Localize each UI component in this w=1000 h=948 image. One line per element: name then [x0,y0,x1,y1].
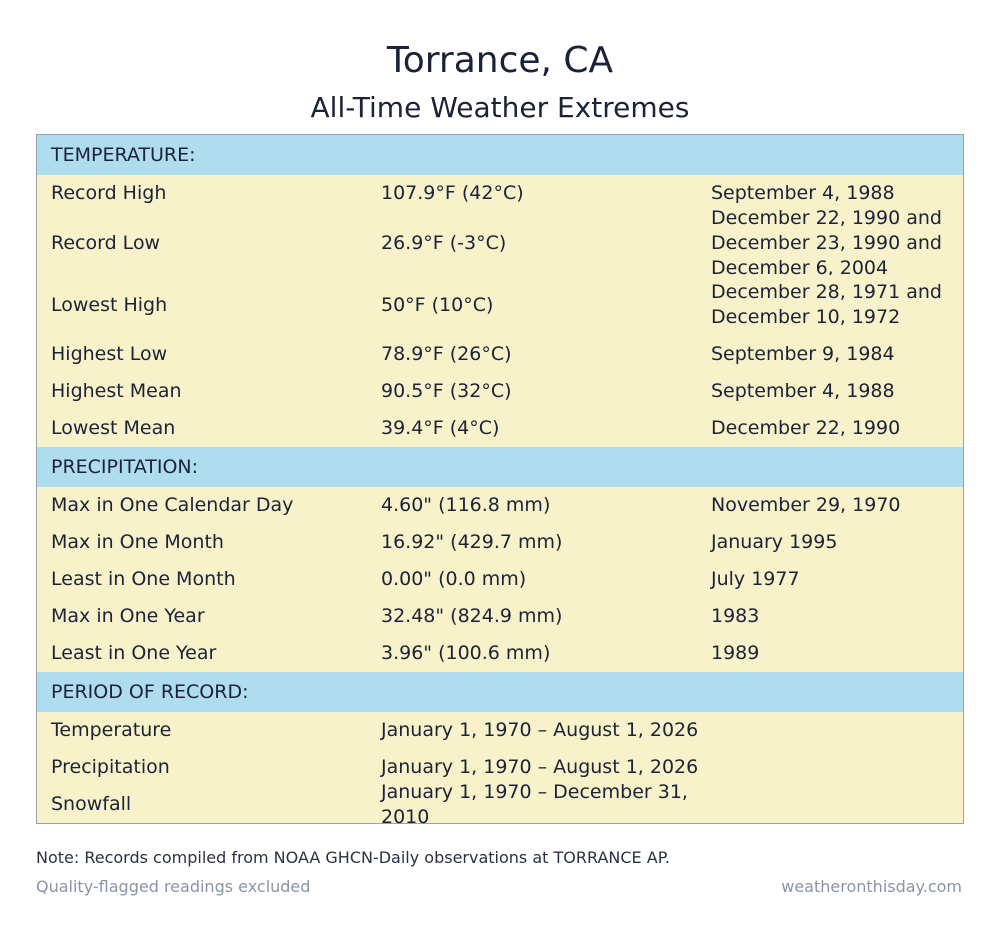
row-label: Least in One Month [51,568,236,590]
footer-disclaimer: Quality-flagged readings excluded [36,877,311,896]
row-date: January 1995 [711,531,838,553]
row-value: 4.60" (116.8 mm) [381,494,551,516]
row-value: 16.92" (429.7 mm) [381,531,563,553]
row-value: 107.9°F (42°C) [381,182,524,204]
row-date-line: December 28, 1971 and [711,281,942,303]
row-label: Record High [51,182,167,204]
page-title: Torrance, CA [386,40,614,81]
row-date: July 1977 [711,568,800,590]
row-value-line: January 1, 1970 – December 31, [381,781,688,803]
row-label: Temperature [51,719,172,741]
row-label: Highest Low [51,343,168,365]
row-label: Precipitation [51,756,170,778]
row-value: 39.4°F (4°C) [381,417,500,439]
row-date-line: December 22, 1990 and [711,207,942,229]
section-header-temperature: TEMPERATURE: [37,135,963,175]
section-header-precipitation: PRECIPITATION: [37,447,963,487]
row-value-line: 2010 [381,806,430,828]
row-value: January 1, 1970 – August 1, 2026 [381,719,699,741]
row-date-line: December 23, 1990 and [711,232,942,254]
row-date: September 4, 1988 [711,182,895,204]
row-value: 0.00" (0.0 mm) [381,568,527,590]
section-header-period: PERIOD OF RECORD: [37,672,963,712]
row-label: Lowest High [51,294,168,316]
row-value: 26.9°F (-3°C) [381,232,507,254]
row-date: September 9, 1984 [711,343,895,365]
row-label: Lowest Mean [51,417,176,439]
row-label: Least in One Year [51,642,217,664]
row-value: 32.48" (824.9 mm) [381,605,563,627]
row-value: 50°F (10°C) [381,294,494,316]
row-value: 90.5°F (32°C) [381,380,512,402]
row-date: 1983 [711,605,760,627]
row-value: 78.9°F (26°C) [381,343,512,365]
row-date: December 22, 1990 [711,417,901,439]
row-label: Max in One Month [51,531,224,553]
row-date [711,206,942,275]
row-label: Snowfall [51,793,132,815]
row-date: 1989 [711,642,760,664]
row-value: January 1, 1970 – August 1, 2026 [381,756,699,778]
row-date-line: December 6, 2004 [711,257,889,275]
row-label: Highest Mean [51,380,182,402]
row-label: Record Low [51,232,161,254]
page-subtitle: All-Time Weather Extremes [310,91,690,124]
row-label: Max in One Year [51,605,205,627]
footer-site-link[interactable]: weatheronthisday.com [781,877,962,896]
row-label: Max in One Calendar Day [51,494,294,516]
row-date: November 29, 1970 [711,494,901,516]
note-text: Note: Records compiled from NOAA GHCN-Daily observations at TORRANCE AP. [36,848,670,867]
row-date [711,280,942,330]
extremes-table [36,134,964,828]
row-date: September 4, 1988 [711,380,895,402]
row-value [381,780,688,830]
row-value: 3.96" (100.6 mm) [381,642,551,664]
row-date-line: December 10, 1972 [711,306,901,328]
